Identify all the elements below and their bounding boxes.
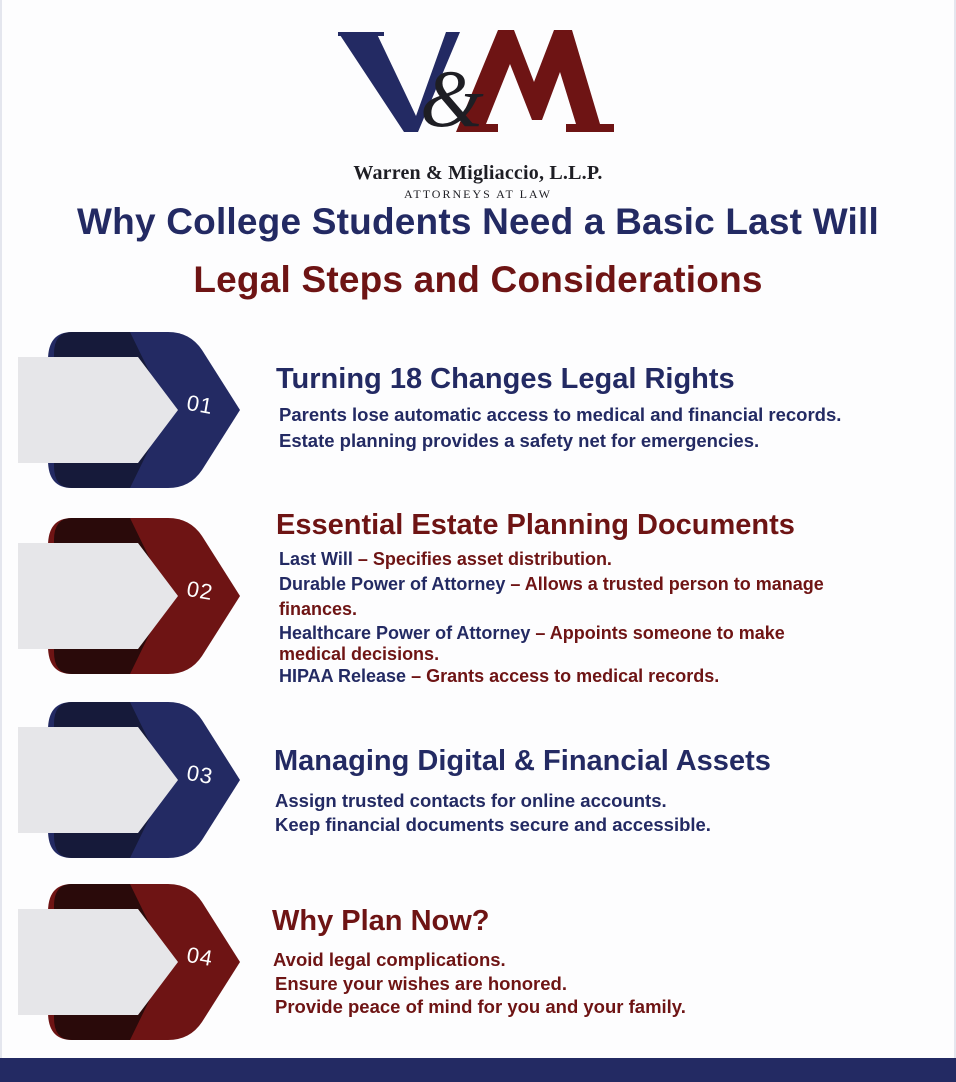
step-02-item-4 [279, 666, 719, 687]
step-03-badge [18, 700, 242, 862]
item-desc: – Grants access to medical records. [406, 666, 720, 686]
step-04-line-3: Provide peace of mind for you and your family. [275, 996, 686, 1017]
step-02-item-3 [279, 623, 785, 644]
step-02-item-1 [279, 549, 612, 570]
item-term: HIPAA Release [279, 666, 407, 686]
step-04-line-1: Avoid legal complications. [273, 949, 506, 970]
item-desc: – Appoints someone to make [530, 623, 785, 643]
firm-logo [0, 20, 956, 201]
step-01-line-2: Estate planning provides a safety net for emergencies. [279, 430, 760, 451]
item-desc: – Allows a trusted person to manage [505, 574, 824, 594]
firm-tagline: ATTORNEYS AT LAW [404, 187, 552, 201]
step-02-item-2-cont: finances. [279, 599, 358, 619]
item-term: Last Will [279, 549, 353, 569]
step-02-heading: Essential Estate Planning Documents [276, 509, 795, 541]
item-term: Healthcare Power of Attorney [279, 623, 531, 643]
step-number: 04 [184, 941, 216, 972]
firm-name: Warren & Migliaccio, L.L.P. [353, 162, 603, 184]
step-04-heading: Why Plan Now? [272, 905, 490, 937]
page-title: Why College Students Need a Basic Last Will [77, 201, 879, 242]
step-03-heading: Managing Digital & Financial Assets [274, 745, 771, 777]
step-01-heading: Turning 18 Changes Legal Rights [276, 363, 735, 395]
wm-monogram-icon [338, 20, 618, 142]
step-number: 02 [184, 575, 216, 606]
item-desc: – Specifies asset distribution. [352, 549, 612, 569]
step-03-line-2: Keep financial documents secure and accessible. [275, 814, 711, 835]
step-04-badge [18, 882, 242, 1044]
footer-bar [0, 1058, 956, 1082]
item-term: Durable Power of Attorney [279, 574, 506, 594]
page-subtitle: Legal Steps and Considerations [193, 259, 763, 300]
step-03-line-1: Assign trusted contacts for online accounts. [275, 790, 667, 811]
step-number: 01 [184, 389, 216, 420]
step-02-item-2 [279, 574, 824, 595]
step-number: 03 [184, 759, 216, 790]
step-02-badge [18, 516, 242, 678]
svg-text:&: & [420, 53, 484, 142]
step-01-badge [18, 330, 242, 492]
step-01-line-1: Parents lose automatic access to medical and financial records. [279, 404, 842, 425]
step-02-item-3-cont: medical decisions. [279, 644, 440, 664]
step-04-line-2: Ensure your wishes are honored. [275, 973, 567, 994]
